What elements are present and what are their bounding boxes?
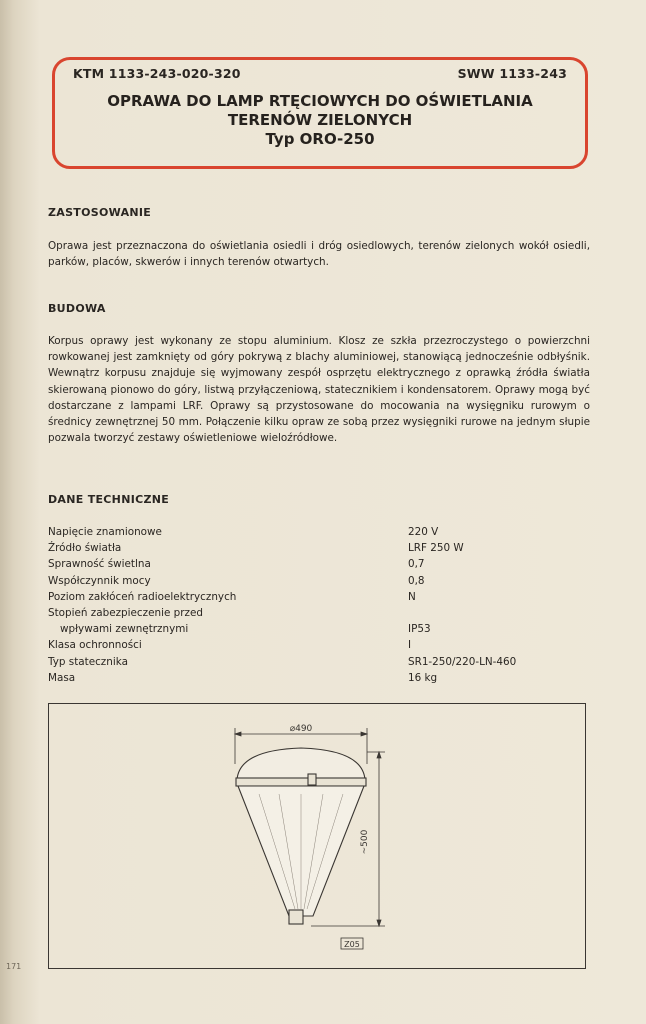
spec-row (48, 654, 568, 670)
title-line-1: OPRAWA DO LAMP RTĘCIOWYCH DO OŚWIETLANIA (107, 92, 533, 110)
header-box (52, 57, 588, 169)
title-line-2: TERENÓW ZIELONYCH (227, 111, 413, 129)
page-number: 171 (6, 962, 22, 971)
spec-value: N (408, 590, 416, 603)
spec-row (48, 556, 568, 572)
spec-label: Sprawność świetlna (48, 558, 151, 571)
spec-table (48, 524, 568, 686)
product-title (55, 92, 585, 149)
technical-drawing-frame (48, 703, 586, 969)
spec-label: Masa (48, 671, 76, 684)
ktm-code: KTM 1133-243-020-320 (73, 66, 241, 81)
spec-row (48, 524, 568, 540)
spec-label: Współczynnik mocy (48, 574, 151, 587)
diameter-label: ⌀490 (289, 724, 313, 734)
spec-value: LRF 250 W (408, 542, 464, 555)
title-line-3: Typ ORO-250 (265, 130, 375, 148)
spec-row (48, 637, 568, 653)
sww-code: SWW 1133-243 (457, 66, 567, 81)
spec-label: Poziom zakłóceń radioelektrycznych (48, 590, 237, 603)
zastosowanie-heading: ZASTOSOWANIE (48, 206, 152, 219)
spec-row (48, 573, 568, 589)
spec-value: 0,7 (408, 558, 425, 571)
budowa-text: Korpus oprawy jest wykonany ze stopu aluminium. Klosz ze szkła przezroczystego o powierzchni rowkowanej jest zamknięty od góry pokrywą z blachy aluminiowej, stanowiącą jednocześnie odbłyśnik. Wewnątrz korpusu znajduje się wyjmowany zespół osprzętu elektrycznego z oprawką źródła światła skierowaną pionowo do góry, listwą przyłączeniową, statecznikiem i kondensatorem. Oprawy mogą być dostarczane z lampami LRF. Oprawy są przystosowane do mocowania na wysięgniku rurowym o średnicy zewnętrznej 50 mm. Połączenie kilku opraw ze sobą przez wysięgniki rurowe na jednym słupie pozwala tworzyć zestawy oświetleniowe wieloźródłowe. (48, 335, 590, 445)
spec-value (408, 605, 568, 621)
height-label: ~500 (360, 829, 370, 855)
spec-value: IP53 (408, 623, 431, 636)
spec-row (48, 621, 568, 637)
spec-row (48, 589, 568, 605)
spec-label: Typ statecznika (48, 655, 128, 668)
spec-label: wpływami zewnętrznymi (60, 623, 189, 636)
zastosowanie-text: Oprawa jest przeznaczona do oświetlania osiedli i dróg osiedlowych, terenów zielonych wokół osiedli, parków, placów, skwerów i innych terenów otwartych. (48, 240, 590, 269)
spec-value: I (408, 639, 412, 652)
spec-value: 0,8 (408, 574, 425, 587)
bottom-label: Z05 (344, 940, 360, 949)
spec-row (48, 670, 568, 686)
spec-value: 220 V (408, 526, 439, 538)
spec-row (48, 540, 568, 556)
spec-label: Klasa ochronności (48, 639, 142, 652)
header-codes (73, 66, 567, 81)
dane-heading: DANE TECHNICZNE (48, 493, 170, 506)
spec-row (48, 605, 568, 621)
lamp-technical-drawing (49, 704, 584, 967)
spec-value: 16 kg (408, 671, 438, 684)
spec-value: SR1-250/220-LN-460 (408, 655, 517, 668)
spec-label: Napięcie znamionowe (48, 526, 162, 538)
budowa-heading: BUDOWA (48, 302, 106, 315)
spec-label: Źródło światła (48, 542, 122, 555)
spec-label: Stopień zabezpieczenie przed (48, 607, 203, 620)
